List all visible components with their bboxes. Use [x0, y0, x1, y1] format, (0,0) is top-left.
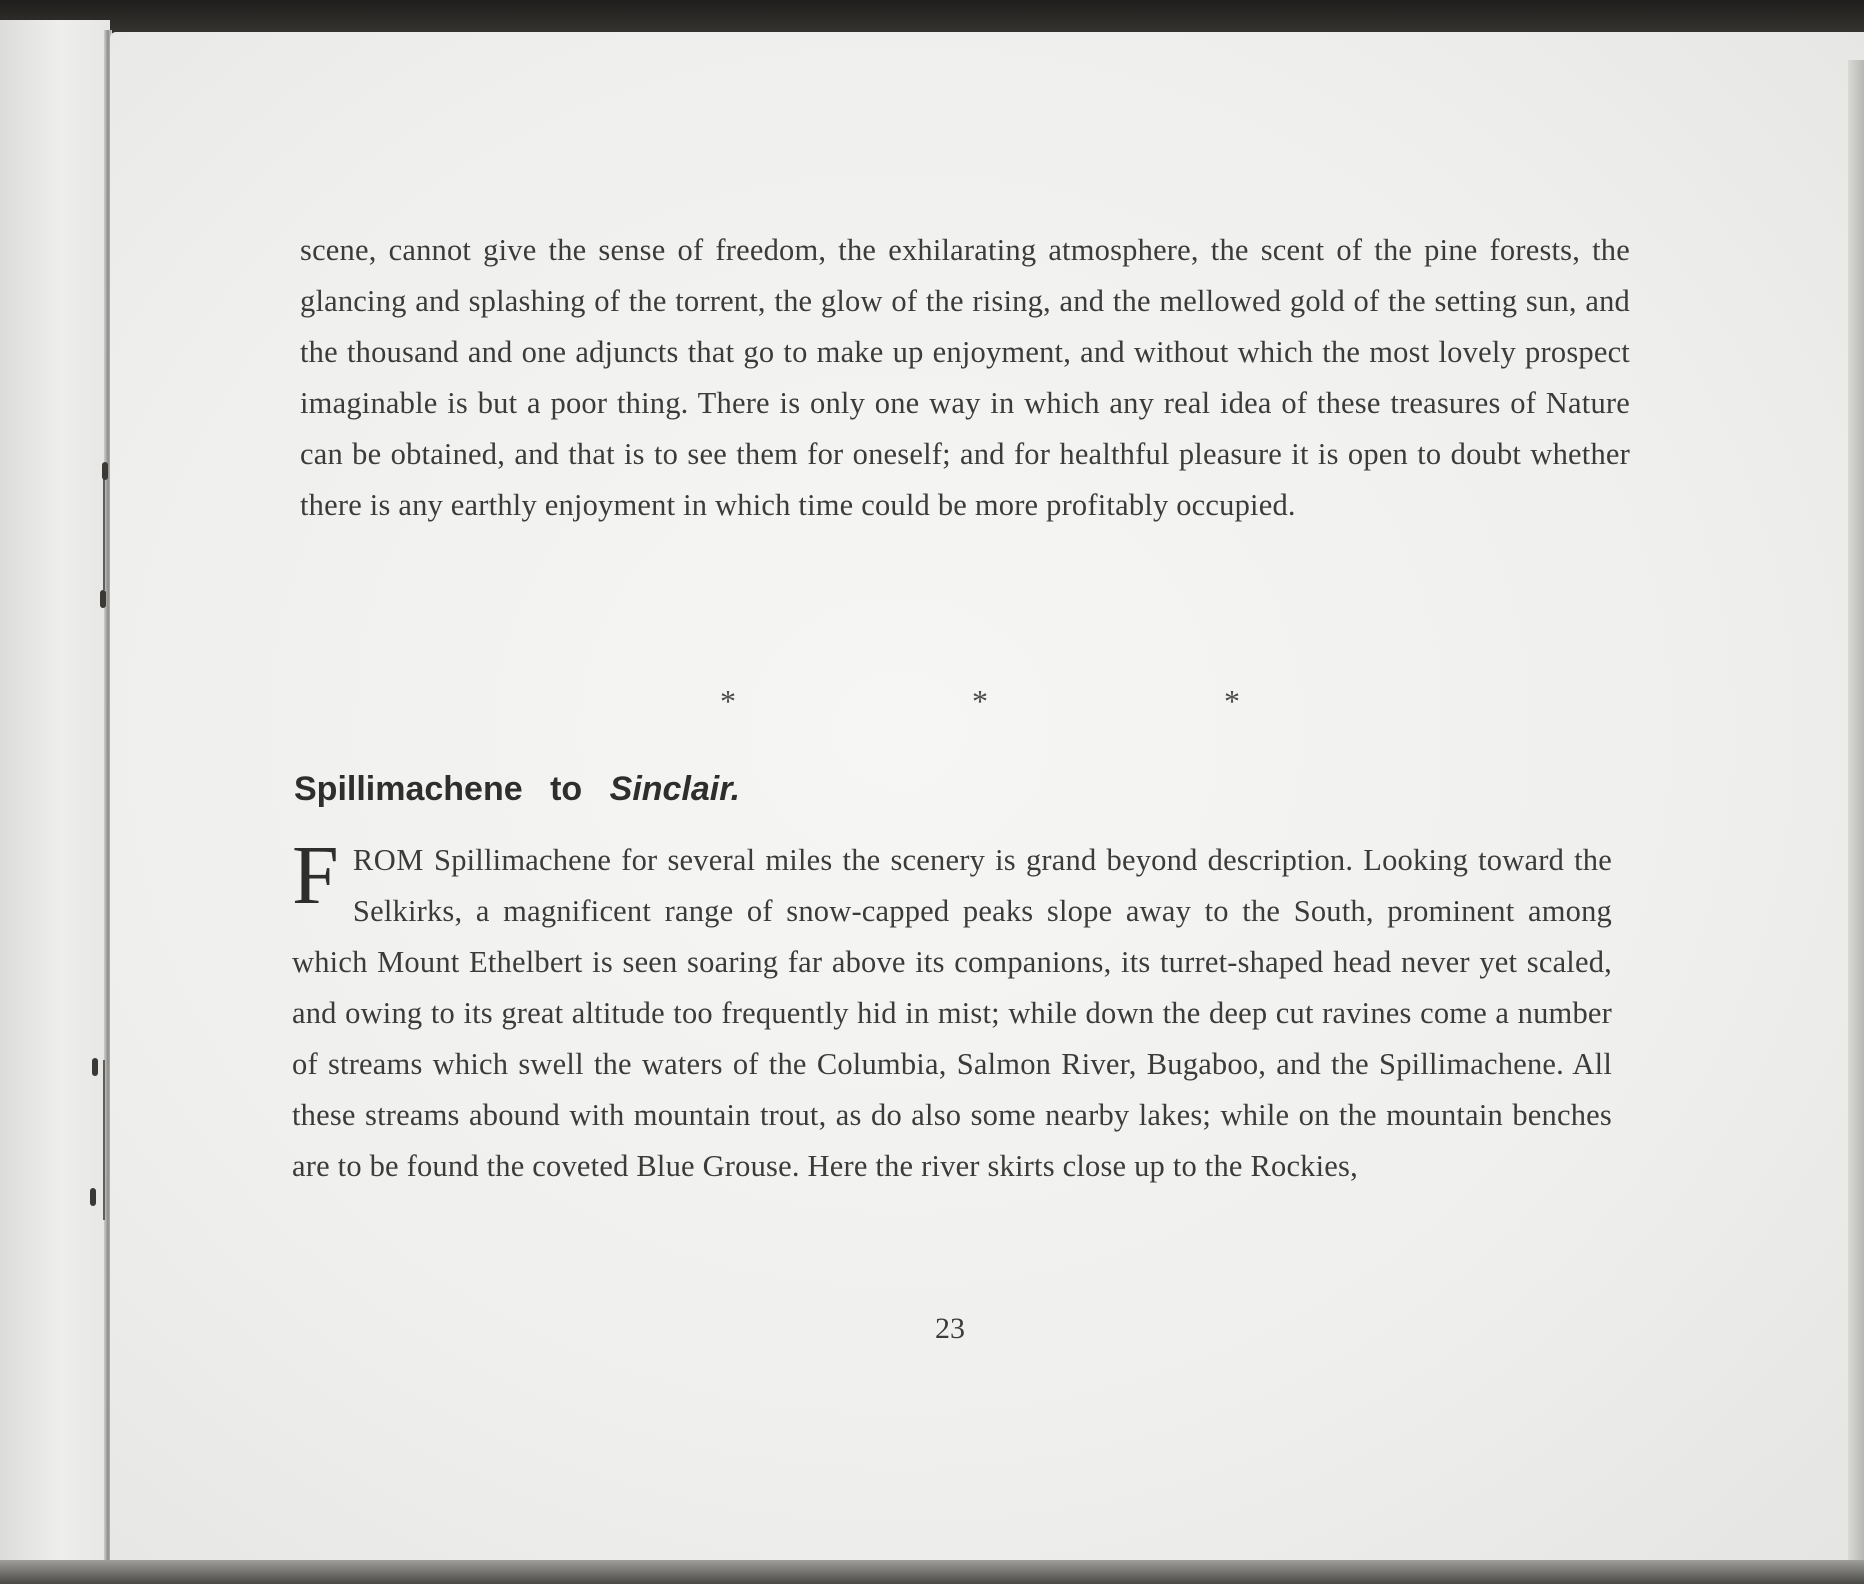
- facing-page-edge: [0, 20, 110, 1584]
- binding-thread: [103, 1060, 105, 1220]
- drop-cap: F: [292, 829, 339, 922]
- section-paragraph-text: Spillimachene for several miles the scenery is grand beyond description. Looking toward the Selkirks, a magnificent range of snow-capped peaks slope away to the South, prominent among which Mount Ethelbert is seen soaring far above its companions, its turret-shaped head never yet scaled, and owing to its great altitude too frequently hid in mist; while down the deep cut ravines come a number of streams which swell the waters of the Columbia, Salmon River, Bugaboo, and the Spillimachene. All these streams abound with mountain trout, as do also some nearby lakes; while on the mountain benches are to be found the coveted Blue Grouse. Here the river skirts close up to the Rockies,: [292, 843, 1612, 1183]
- binding-thread: [103, 470, 105, 590]
- page-right-edge: [1848, 60, 1864, 1584]
- separator-star: *: [1224, 683, 1240, 719]
- separator-star: *: [720, 683, 736, 719]
- heading-destination: Sinclair.: [609, 770, 741, 808]
- binding-stitch: [100, 590, 106, 608]
- binding-stitch: [102, 462, 108, 480]
- separator-star: *: [972, 683, 988, 719]
- section-paragraph: [292, 829, 1612, 1192]
- continued-paragraph: scene, cannot give the sense of freedom, the exhilarating atmosphere, the scent of the pine forests, the glancing and splashing of the torrent, the glow of the rising, and the mellowed gold of the setting sun, and the thousand and one adjuncts that go to make up enjoyment, and without which the most lovely prospect imaginable is but a poor thing. There is only one way in which any real idea of these treasures of Nature can be obtained, and that is to see them for oneself; and for healthful pleasure it is open to doubt whether there is any earthly enjoyment in which time could be more profitably occupied.: [300, 233, 1630, 522]
- heading-to: to: [550, 770, 583, 808]
- heading-origin: Spillimachene: [294, 770, 523, 808]
- opening-caps: ROM: [352, 843, 424, 877]
- binding-stitch: [90, 1188, 96, 1206]
- binding-stitch: [92, 1058, 98, 1076]
- page-number: 23: [935, 1312, 965, 1345]
- section-separator: [720, 683, 1240, 720]
- scan-bottom-edge: [0, 1560, 1864, 1584]
- section-heading: [294, 770, 740, 809]
